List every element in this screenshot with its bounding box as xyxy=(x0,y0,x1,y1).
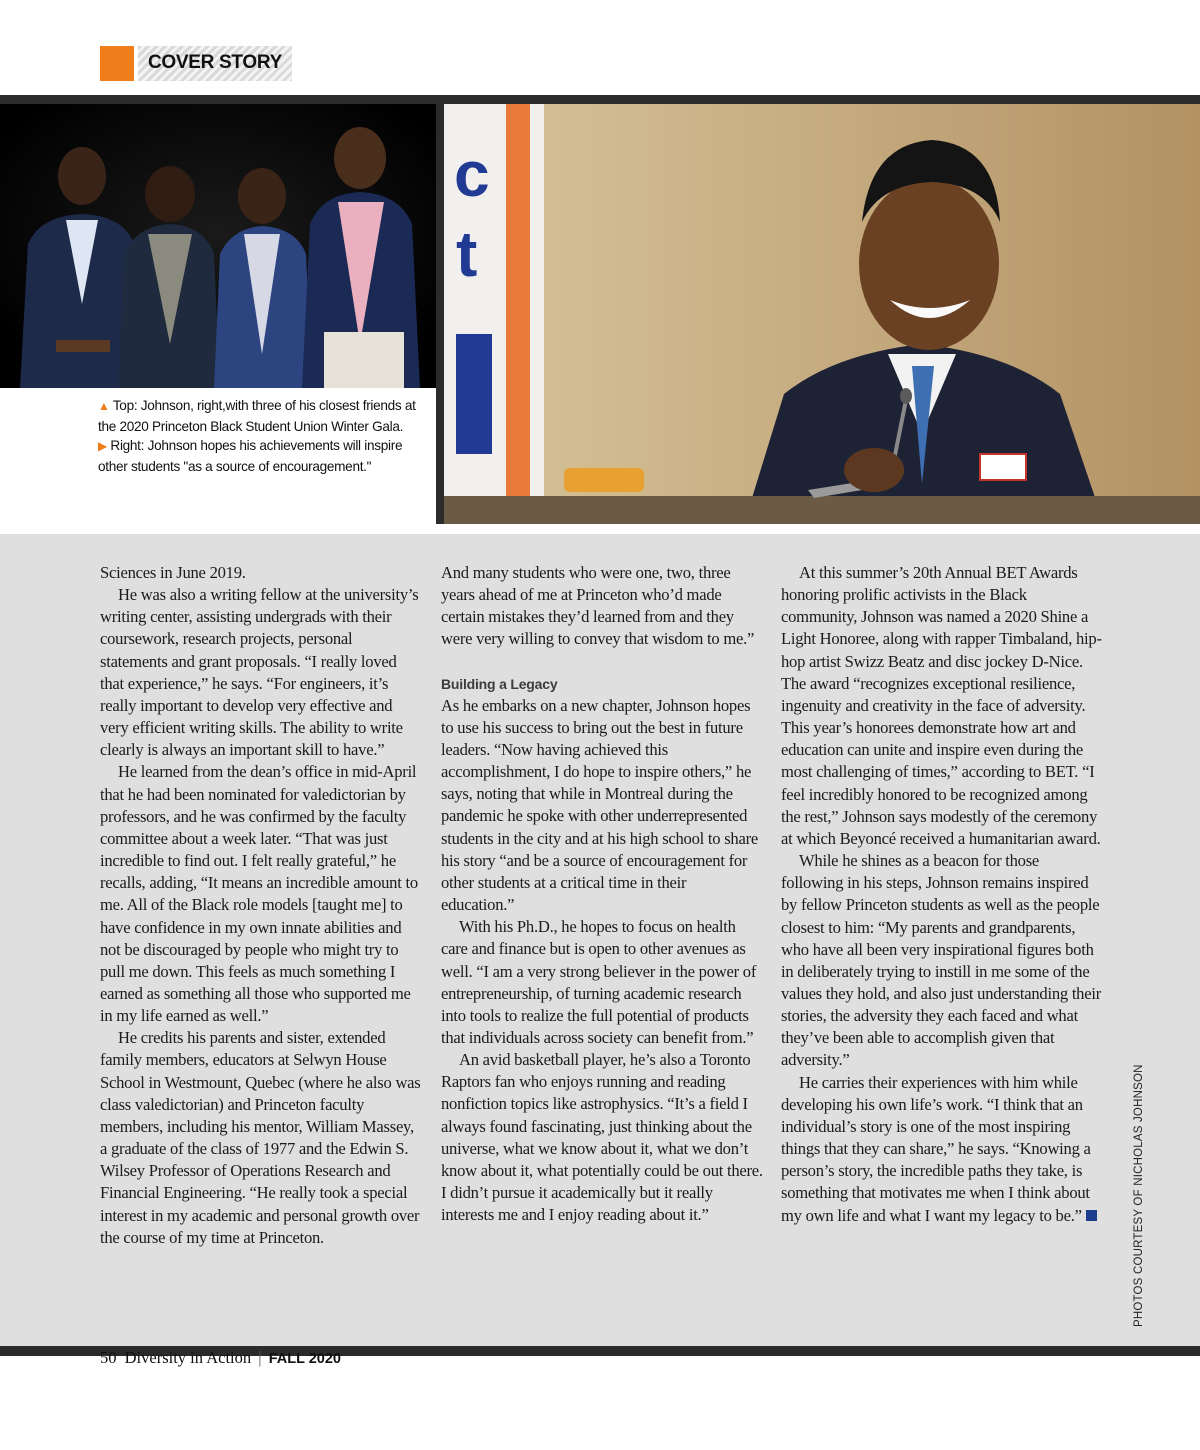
footer-separator: | xyxy=(258,1348,262,1367)
end-mark-icon xyxy=(1086,1210,1097,1221)
paragraph: Sciences in June 2019. xyxy=(100,563,246,582)
photo-johnson-portrait xyxy=(444,104,1200,524)
caption-top-text: Top: Johnson, right,with three of his closest friends at the 2020 Princeton Black Student Union Winter Gala. xyxy=(98,398,416,434)
article-column-1 xyxy=(100,562,422,1249)
triangle-up-icon: ▲ xyxy=(98,399,110,413)
photo-caption-box xyxy=(0,388,436,524)
paragraph: At this summer’s 20th Annual BET Awards honoring prolific activists in the Black community, Johnson was named a 2020 Shine a Light Honoree, along with rapper Timbaland, hip-hop artist Swizz Beatz and disc jockey D-Nice. The award “recognizes exceptional resilience, ingenuity and creativity in the face of adversity. This year’s honorees demonstrate how art and education can unite and inspire even during the most challenging of times,” according to BET. “I feel incredibly honored to be recognized among the rest,” Johnson says modestly of the ceremony at which Beyoncé received a humanitarian award. xyxy=(781,563,1102,848)
top-rule xyxy=(0,95,1200,104)
paragraph: As he embarks on a new chapter, Johnson hopes to use his success to bring out the best in future leaders. “Now having achieved this accomplishment, I do hope to inspire others,” he says, noting that while in Montreal during the pandemic he spoke with other underrepresented students in the city and at his high school to share his story “and be a source of encouragement for other students at a critical time in their education.” xyxy=(441,695,758,915)
photo-friends-illustration xyxy=(0,104,436,388)
caption-top xyxy=(98,396,428,436)
photo-portrait-illustration xyxy=(444,104,1200,524)
paragraph: With his Ph.D., he hopes to focus on health care and finance but is open to other avenues as well. “I am a very strong believer in the power of entrepreneurship, of turning academic research into tools to realize the full potential of products that individuals across society can benefit from.” xyxy=(441,917,757,1047)
paragraph: He credits his parents and sister, extended family members, educators at Selwyn House School in Westmount, Quebec (where he also was class valedictorian) and Princeton faculty members, including his mentor, William Massey, a graduate of the class of 1977 and the Edwin S. Wilsey Professor of Operations Research and Financial Engineering. “He really took a special interest in my academic and personal growth over the course of my time at Princeton. xyxy=(100,1028,421,1247)
issue-label: FALL 2020 xyxy=(268,1351,341,1367)
section-label: COVER STORY xyxy=(148,52,282,73)
banner-letter-t: t xyxy=(456,218,478,290)
photo-credit: PHOTOS COURTESY OF NICHOLAS JOHNSON xyxy=(1133,1064,1145,1327)
article-column-3 xyxy=(781,562,1103,1227)
paragraph: He learned from the dean’s office in mid-April that he had been nominated for valedictorian by professors, and he was confirmed by the faculty committee about a week later. “That was just incredible to find out. I felt really grateful,” he recalls, adding, “It means an incredible amount to me. All of the Black role models [taught me] to have confidence in my own innate abilities and not be discouraged by people who might try to pull me down. This feels as much something I earned as something all those who supported me in my life earned as well.” xyxy=(100,762,418,1026)
subhead: Building a Legacy xyxy=(441,675,558,692)
section-color-block xyxy=(100,46,134,81)
triangle-right-icon: ▶ xyxy=(98,439,107,453)
paragraph: While he shines as a beacon for those following in his steps, Johnson remains inspired by fellow Princeton students as well as the people closest to him: “My parents and grandparents, who have all been very inspirational figures both in deliberately trying to instill in me some of the values they hold, and also just understanding their stories, the adversity they each faced and what they’ve been able to accomplish given that adversity.” xyxy=(781,851,1101,1070)
paragraph: An avid basketball player, he’s also a Toronto Raptors fan who enjoys running and reading nonfiction topics like astrophysics. “It’s a field I always found fascinating, just thinking about the universe, what we know about it, what we don’t know about it, what potentially could be out there. I didn’t pursue it academically but it really interests me and I enjoy reading about it.” xyxy=(441,1050,763,1225)
article-column-2 xyxy=(441,562,763,1226)
page-footer xyxy=(100,1348,341,1370)
paragraph-text: He carries their experiences with him while developing his own life’s work. “I think that an individual’s story is one of the most inspiring things that they can share,” he says. “Knowing a person’s story, the incredible paths they take, is something that motivates me when I think about my own life and what I want my legacy to be.” xyxy=(781,1072,1091,1225)
paragraph xyxy=(781,1072,1103,1227)
caption-right-text: Right: Johnson hopes his achievements will inspire other students "as a source of encouragement." xyxy=(98,438,403,474)
paragraph: And many students who were one, two, three years ahead of me at Princeton who’d made certain mistakes they’d learned from and they were very willing to convey that wisdom to me.” xyxy=(441,563,755,649)
paragraph: He was also a writing fellow at the university’s writing center, assisting undergrads with their coursework, research projects, personal statements and grant proposals. “I really loved that experience,” he says. “For engineers, it’s really important to develop very effective and very efficient writing skills. The ability to write clearly is always an important skill to have.” xyxy=(100,585,419,760)
banner-letter-c: c xyxy=(454,138,490,210)
section-tag xyxy=(100,46,292,81)
photo-friends-gala xyxy=(0,104,436,388)
caption-right xyxy=(98,436,428,476)
page-number: 50 xyxy=(100,1348,117,1367)
publication-name: Diversity in Action xyxy=(124,1348,252,1367)
photo-captions xyxy=(98,396,428,476)
